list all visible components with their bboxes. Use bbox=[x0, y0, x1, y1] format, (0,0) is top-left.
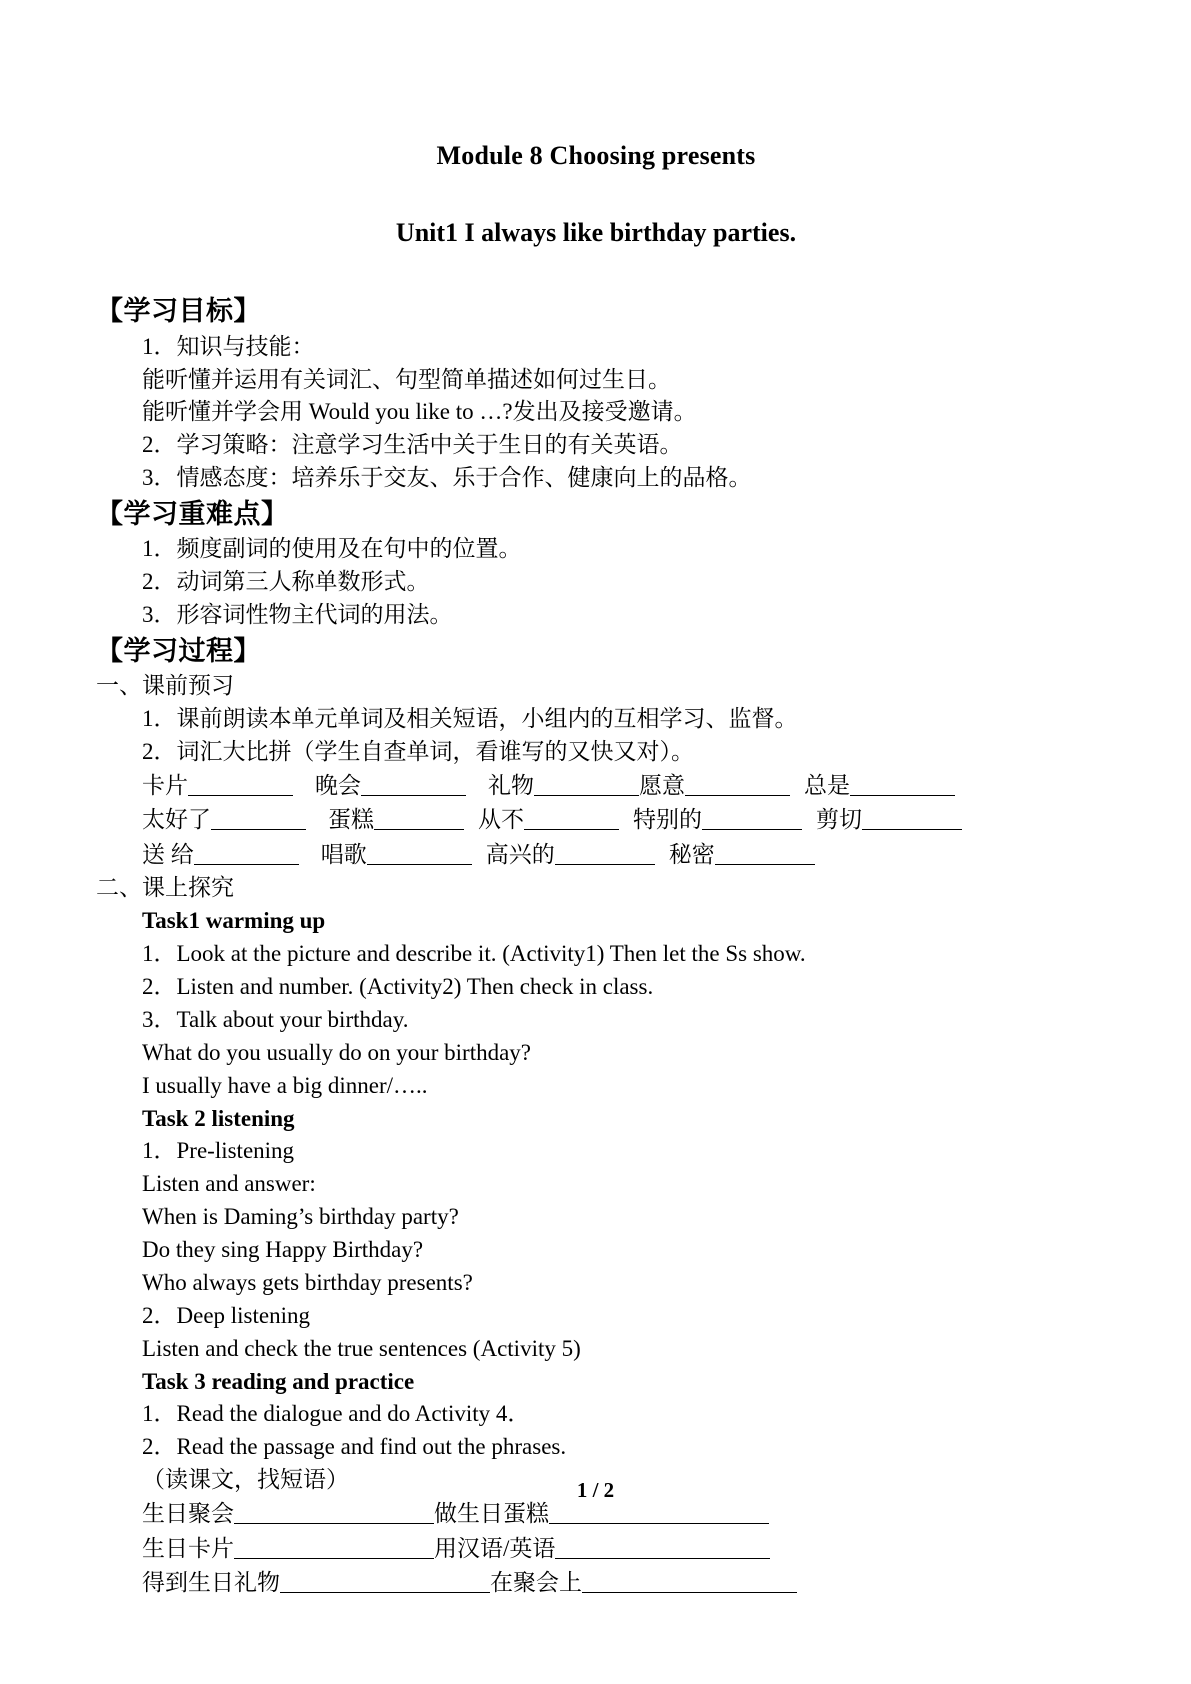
vocab-blank[interactable] bbox=[188, 775, 293, 796]
vocab-word: 总是 bbox=[804, 772, 850, 798]
task2-line-1: 1．Pre-listening bbox=[142, 1138, 295, 1164]
phrase-word: 生日聚会 bbox=[142, 1501, 234, 1527]
task1-line-5: I usually have a big dinner/….. bbox=[142, 1072, 428, 1098]
vocab-blank[interactable] bbox=[374, 809, 464, 830]
vocab-blank[interactable] bbox=[715, 844, 815, 865]
vocab-blank[interactable] bbox=[211, 809, 306, 830]
key-points-item-2: 2．动词第三人称单数形式。 bbox=[142, 569, 430, 595]
vocab-blank[interactable] bbox=[534, 775, 639, 796]
phrase-blank[interactable] bbox=[234, 1538, 434, 1559]
objectives-item-5: 3．情感态度：培养乐于交友、乐于合作、健康向上的品格。 bbox=[142, 465, 752, 491]
phrase-word: 生日卡片 bbox=[142, 1535, 234, 1561]
phrase-blank[interactable] bbox=[280, 1572, 490, 1593]
vocab-word: 剪切 bbox=[816, 807, 862, 833]
task2-line-4: Do they sing Happy Birthday? bbox=[142, 1237, 424, 1263]
process-part-one-item-1: 1．课前朗读本单元单词及相关短语，小组内的互相学习、监督。 bbox=[142, 706, 798, 732]
vocab-row bbox=[96, 769, 1096, 804]
vocab-word: 晚会 bbox=[315, 772, 361, 798]
vocab-word: 蛋糕 bbox=[328, 807, 374, 833]
task2-line-7: Listen and check the true sentences (Activity 5) bbox=[142, 1335, 581, 1361]
vocab-word: 高兴的 bbox=[485, 841, 555, 867]
phrase-word: 做生日蛋糕 bbox=[434, 1501, 549, 1527]
process-heading: 【学习过程】 bbox=[96, 636, 261, 667]
vocab-word: 太好了 bbox=[142, 807, 211, 833]
vocab-blank[interactable] bbox=[361, 775, 466, 796]
objectives-item-2: 能听懂并运用有关词汇、句型简单描述如何过生日。 bbox=[142, 366, 671, 392]
process-part-one-title: 一、课前预习 bbox=[96, 673, 234, 699]
phrase-word: 在聚会上 bbox=[490, 1570, 582, 1596]
process-part-one-item-2: 2．词汇大比拼（学生自查单词，看谁写的又快又对）。 bbox=[142, 739, 694, 765]
vocab-blank[interactable] bbox=[862, 809, 962, 830]
objectives-heading: 【学习目标】 bbox=[96, 296, 261, 327]
vocab-row bbox=[96, 803, 1096, 838]
title-block bbox=[96, 140, 1096, 248]
vocab-word: 卡片 bbox=[142, 772, 188, 798]
task2-heading: Task 2 listening bbox=[142, 1105, 295, 1131]
vocab-blank[interactable] bbox=[367, 844, 472, 865]
vocab-word: 礼物 bbox=[488, 772, 534, 798]
objectives-item-1: 1．知识与技能： bbox=[142, 333, 315, 359]
vocab-word: 特别的 bbox=[633, 807, 702, 833]
vocab-blank[interactable] bbox=[702, 809, 802, 830]
task3-line-3: （读课文，找短语） bbox=[142, 1467, 349, 1493]
task1-line-2: 2．Listen and number. (Activity2) Then check in class. bbox=[142, 974, 654, 1000]
vocab-blank[interactable] bbox=[850, 775, 955, 796]
objectives-item-3: 能听懂并学会用 Would you like to …?发出及接受邀请。 bbox=[142, 399, 697, 425]
phrase-blank[interactable] bbox=[549, 1503, 769, 1524]
objectives-item-4: 2．学习策略：注意学习生活中关于生日的有关英语。 bbox=[142, 432, 683, 458]
phrase-row bbox=[96, 1566, 1096, 1601]
phrase-blank[interactable] bbox=[582, 1572, 797, 1593]
vocab-blank[interactable] bbox=[685, 775, 790, 796]
task1-heading: Task1 warming up bbox=[142, 908, 326, 934]
phrase-row bbox=[96, 1532, 1096, 1567]
page-title: Module 8 Choosing presents bbox=[436, 141, 756, 170]
phrase-word: 得到生日礼物 bbox=[142, 1570, 280, 1596]
vocab-word: 送 给 bbox=[142, 841, 194, 867]
task2-line-6: 2．Deep listening bbox=[142, 1302, 310, 1328]
task2-line-2: Listen and answer: bbox=[142, 1171, 316, 1197]
vocab-blank[interactable] bbox=[194, 844, 299, 865]
page-footer: 1 / 2 bbox=[576, 1478, 615, 1502]
task1-line-3: 3．Talk about your birthday. bbox=[142, 1006, 409, 1032]
task2-line-3: When is Daming’s birthday party? bbox=[142, 1204, 459, 1230]
vocab-word: 唱歌 bbox=[320, 841, 367, 867]
vocab-word: 从不 bbox=[478, 807, 524, 833]
task3-line-1: 1．Read the dialogue and do Activity 4． bbox=[142, 1401, 531, 1427]
vocab-word: 秘密 bbox=[668, 841, 715, 867]
vocab-row bbox=[96, 838, 1096, 873]
page-subtitle: Unit1 I always like birthday parties. bbox=[395, 218, 797, 248]
document-body bbox=[96, 140, 1096, 1601]
vocab-blank[interactable] bbox=[555, 844, 655, 865]
vocab-blank[interactable] bbox=[524, 809, 619, 830]
phrase-blank[interactable] bbox=[234, 1503, 434, 1524]
vocab-word: 愿意 bbox=[639, 772, 685, 798]
phrase-blank[interactable] bbox=[555, 1538, 770, 1559]
key-points-item-3: 3．形容词性物主代词的用法。 bbox=[142, 602, 453, 628]
key-points-item-1: 1．频度副词的使用及在句中的位置。 bbox=[142, 536, 522, 562]
key-points-heading: 【学习重难点】 bbox=[96, 499, 289, 530]
phrase-word: 用汉语/英语 bbox=[434, 1535, 556, 1561]
task1-line-1: 1．Look at the picture and describe it. (Activity1) Then let the Ss show. bbox=[142, 941, 806, 967]
task3-line-2: 2．Read the passage and find out the phrases. bbox=[142, 1434, 567, 1460]
task2-line-5: Who always gets birthday presents? bbox=[142, 1269, 473, 1295]
task3-heading: Task 3 reading and practice bbox=[142, 1368, 415, 1394]
process-part-two-title: 二、课上探究 bbox=[96, 875, 234, 901]
task1-line-4: What do you usually do on your birthday? bbox=[142, 1039, 532, 1065]
